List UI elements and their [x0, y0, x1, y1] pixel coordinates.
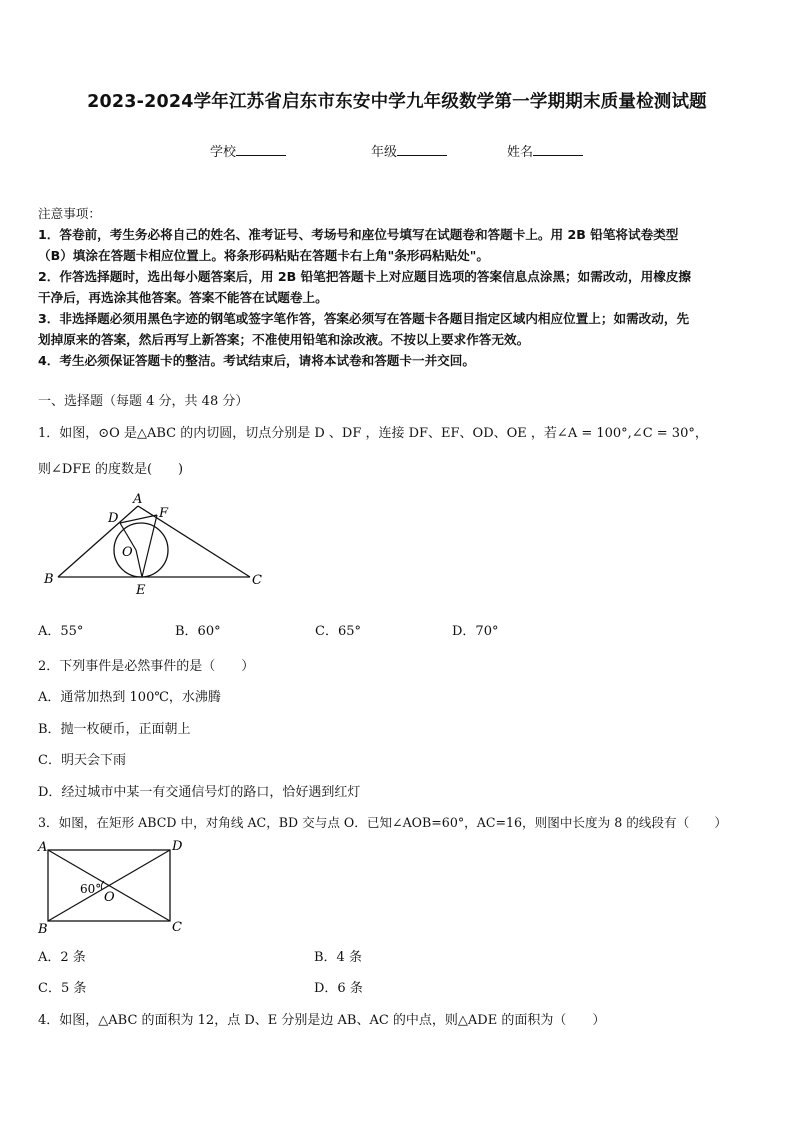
- segment-oe: [136, 550, 142, 577]
- label-a: A: [38, 840, 48, 855]
- label-e: E: [136, 583, 146, 598]
- grade-blank: [397, 143, 447, 156]
- label-b: B: [38, 922, 48, 937]
- note-line: 2．作答选择题时，选出每小题答案后，用 2B 铅笔把答题卡上对应题目选项的答案信息点涂黑；如需改动，用橡皮擦: [38, 269, 691, 284]
- name-blank: [533, 143, 583, 156]
- label-o: O: [122, 545, 133, 560]
- q3-option-b: B．4 条: [314, 950, 362, 965]
- q2-option-c: C．明天会下雨: [38, 753, 126, 768]
- note-line: 3．非选择题必须用黑色字迹的钢笔或签字笔作答，答案必须写在答题卡各题目指定区域内相应位置上；如需改动，先: [38, 311, 690, 326]
- notes-heading: 注意事项：: [38, 206, 101, 221]
- q3-option-a: A．2 条: [38, 950, 86, 965]
- label-f: F: [159, 506, 169, 521]
- grade-field: [371, 141, 447, 160]
- label-c: C: [252, 573, 262, 588]
- q1-option-b: B．60°: [175, 624, 221, 639]
- page-title: 2023-2024学年江苏省启东市东安中学九年级数学第一学期期末质量检测试题: [87, 92, 707, 112]
- name-label: 姓名: [507, 145, 534, 160]
- angle-label: 60°: [80, 882, 102, 896]
- q1-option-c: C．65°: [315, 624, 361, 639]
- label-c: C: [172, 920, 182, 935]
- school-field: [210, 141, 286, 160]
- side-ac: [138, 506, 250, 577]
- q2-stem: 2．下列事件是必然事件的是（ ）: [38, 659, 255, 674]
- q1-option-d: D．70°: [452, 624, 499, 639]
- label-a: A: [133, 492, 143, 507]
- q2-option-d: D．经过城市中某一有交通信号灯的路口，恰好遇到红灯: [38, 785, 361, 800]
- label-b: B: [44, 572, 54, 587]
- q3-option-c: C．5 条: [38, 981, 87, 996]
- q3-stem: 3．如图，在矩形 ABCD 中，对角线 AC，BD 交与点 O．已知∠AOB=60°，AC=16，则图中长度为 8 的线段有（ ）: [38, 815, 727, 830]
- note-line: （B）填涂在答题卡相应位置上。将条形码粘贴在答题卡右上角"条形码粘贴处"。: [38, 248, 489, 263]
- label-d: D: [108, 511, 119, 526]
- school-label: 学校: [210, 145, 237, 160]
- school-blank: [236, 143, 286, 156]
- note-line: 干净后，再选涂其他答案。答案不能答在试题卷上。: [38, 290, 328, 305]
- grade-label: 年级: [371, 145, 398, 160]
- note-line: 划掉原来的答案，然后再写上新答案；不准使用铅笔和涂改液。不按以上要求作答无效。: [38, 332, 530, 347]
- q3-figure: [36, 838, 196, 938]
- side-ab: [58, 506, 138, 577]
- label-o: O: [104, 890, 115, 905]
- label-d: D: [172, 839, 183, 854]
- note-line: 4．考生必须保证答题卡的整洁。考试结束后，请将本试卷和答题卡一并交回。: [38, 353, 475, 368]
- q4-stem: 4．如图，△ABC 的面积为 12，点 D、E 分别是边 AB、AC 的中点，则△ADE 的面积为（ ）: [38, 1013, 606, 1028]
- q2-option-b: B．抛一枚硬币，正面朝上: [38, 722, 191, 737]
- q1-figure: [36, 490, 276, 600]
- note-line: 1．答卷前，考生务必将自己的姓名、准考证号、考场号和座位号填写在试题卷和答题卡上。用 2B 铅笔将试卷类型: [38, 227, 679, 242]
- q1-stem-line1: 1．如图，⊙O 是△ABC 的内切圆，切点分别是 D 、DF ，连接 DF、EF、OD、OE ，若∠A = 100°,∠C = 30°，: [38, 426, 708, 441]
- section-heading: 一、选择题（每题 4 分，共 48 分）: [38, 394, 249, 409]
- q2-option-a: A．通常加热到 100℃，水沸腾: [38, 690, 221, 705]
- name-field: [507, 141, 583, 160]
- q1-option-a: A．55°: [38, 624, 84, 639]
- q3-option-d: D．6 条: [314, 981, 363, 996]
- q1-stem-line2: 则∠DFE 的度数是( ): [38, 462, 184, 477]
